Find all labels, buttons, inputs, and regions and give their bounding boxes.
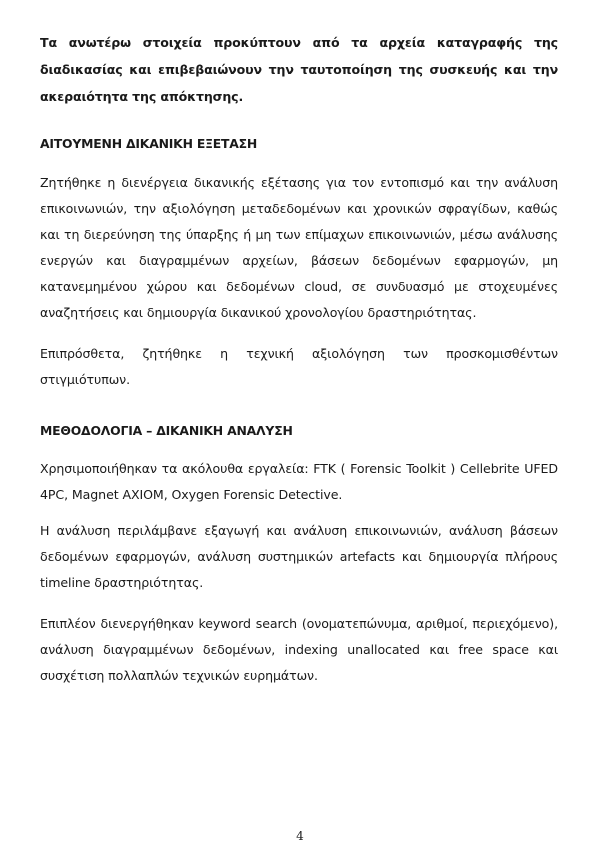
- methodology-paragraph: Επιπλέον διενεργήθηκαν keyword search (ονοματεπώνυμα, αριθμοί, περιεχόμενο), ανάλυση διαγραμμένων δεδομένων, indexing unallocated και free space και συσχέτιση πολλαπλών τεχνικών ευρημάτων.: [40, 616, 558, 683]
- methodology-paragraph: Χρησιμοποιήθηκαν τα ακόλουθα εργαλεία: FTK ( Forensic Toolkit ) Cellebrite UFED 4PC, Magnet AXIOM, Oxygen Forensic Detective.: [40, 461, 558, 502]
- methodology-paragraph: Η ανάλυση περιλάμβανε εξαγωγή και ανάλυση επικοινωνιών, ανάλυση βάσεων δεδομένων εφαρμογών, ανάλυση συστημικών artefacts και δημιουργία πλήρους timeline δραστηριότητας.: [40, 523, 558, 590]
- section-heading-requested-examination: ΑΙΤΟΥΜΕΝΗ ΔΙΚΑΝΙΚΗ ΕΞΕΤΑΣΗ: [40, 136, 258, 151]
- requested-examination-paragraph: Ζητήθηκε η διενέργεια δικανικής εξέτασης για τον εντοπισμό και την ανάλυση επικοινωνιών, την αξιολόγηση μεταδεδομένων και χρονικών σφραγίδων, καθώς και τη διερεύνηση της ύπαρξης ή μη των επίμαχων επικοινωνιών, μέσω ανάλυσης ενεργών και διαγραμμένων αρχείων, βάσεων δεδομένων εφαρμογών, μη κατανεμημένου χώρου και δεδομένων cloud, σε συνδυασμό με στοχευμένες αναζητήσεις και δημιουργία δικανικού χρονολογίου δραστηριότητας.: [40, 175, 558, 320]
- section-heading-methodology: ΜΕΘΟΔΟΛΟΓΙΑ – ΔΙΚΑΝΙΚΗ ΑΝΑΛΥΣΗ: [40, 423, 293, 438]
- requested-examination-paragraph: Επιπρόσθετα, ζητήθηκε η τεχνική αξιολόγηση των προσκομισθέντων στιγμιότυπων.: [40, 346, 558, 387]
- intro-paragraph: Τα ανωτέρω στοιχεία προκύπτουν από τα αρχεία καταγραφής της διαδικασίας και επιβεβαιώνουν την ταυτοποίηση της συσκευής και την ακεραιότητα της απόκτησης.: [40, 35, 558, 104]
- page-number: 4: [296, 829, 304, 843]
